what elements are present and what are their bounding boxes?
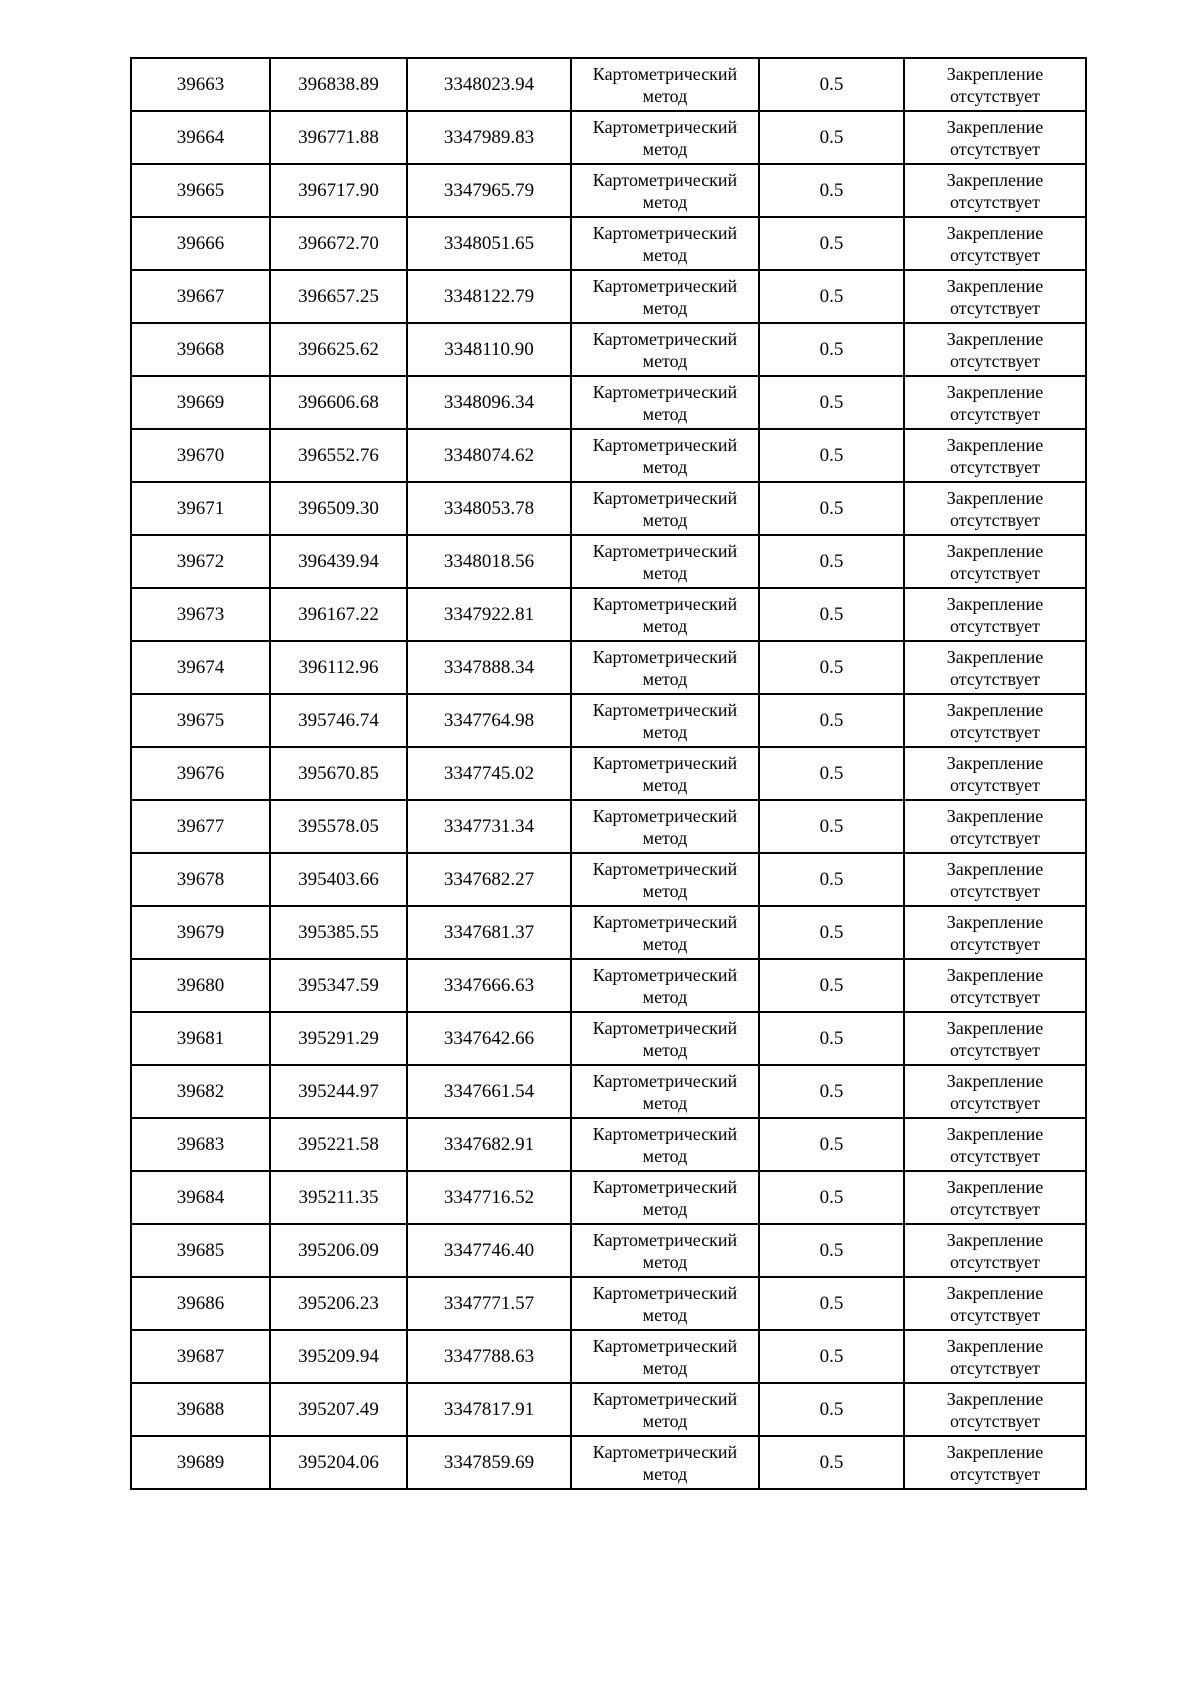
- table-row: [131, 1277, 1086, 1330]
- accuracy-cell: 0.5: [759, 959, 904, 1012]
- method-text-line: метод: [642, 1145, 688, 1166]
- method-text-line: метод: [642, 1251, 688, 1272]
- accuracy-cell: 0.5: [759, 1330, 904, 1383]
- fixation-text-line: отсутствует: [949, 297, 1041, 318]
- method-text-line: метод: [642, 191, 688, 212]
- x-coordinate-cell: 395206.23: [270, 1277, 407, 1330]
- coordinates-table: [130, 57, 1087, 1490]
- accuracy-cell: 0.5: [759, 217, 904, 270]
- method-text-line: Картометрический: [592, 487, 738, 508]
- table-row: [131, 323, 1086, 376]
- point-number-cell: 39663: [131, 58, 270, 111]
- method-text-line: Картометрический: [592, 1229, 738, 1250]
- fixation-text-line: Закрепление: [946, 116, 1044, 137]
- method-text-line: Картометрический: [592, 434, 738, 455]
- x-coordinate-cell: 396717.90: [270, 164, 407, 217]
- method-cell: [571, 1383, 759, 1436]
- fixation-text-line: отсутствует: [949, 615, 1041, 636]
- x-coordinate-cell: 396509.30: [270, 482, 407, 535]
- y-coordinate-cell: 3347859.69: [407, 1436, 571, 1489]
- accuracy-cell: 0.5: [759, 323, 904, 376]
- method-text-line: Картометрический: [592, 1070, 738, 1091]
- y-coordinate-cell: 3347681.37: [407, 906, 571, 959]
- x-coordinate-cell: 395291.29: [270, 1012, 407, 1065]
- fixation-text-line: Закрепление: [946, 275, 1044, 296]
- table-row: [131, 111, 1086, 164]
- method-text-line: метод: [642, 138, 688, 159]
- method-text-line: Картометрический: [592, 911, 738, 932]
- fixation-text-line: Закрепление: [946, 540, 1044, 561]
- y-coordinate-cell: 3348051.65: [407, 217, 571, 270]
- method-cell: [571, 270, 759, 323]
- method-text-line: метод: [642, 1357, 688, 1378]
- y-coordinate-cell: 3347716.52: [407, 1171, 571, 1224]
- y-coordinate-cell: 3348096.34: [407, 376, 571, 429]
- table-row: [131, 1065, 1086, 1118]
- point-number-cell: 39673: [131, 588, 270, 641]
- fixation-cell: [904, 1330, 1086, 1383]
- fixation-text-line: отсутствует: [949, 1304, 1041, 1325]
- fixation-text-line: Закрепление: [946, 1335, 1044, 1356]
- x-coordinate-cell: 395385.55: [270, 906, 407, 959]
- fixation-text-line: отсутствует: [949, 1092, 1041, 1113]
- method-cell: [571, 1330, 759, 1383]
- method-text-line: Картометрический: [592, 1017, 738, 1038]
- x-coordinate-cell: 396552.76: [270, 429, 407, 482]
- fixation-cell: [904, 641, 1086, 694]
- fixation-cell: [904, 1171, 1086, 1224]
- table-row: [131, 694, 1086, 747]
- y-coordinate-cell: 3347682.27: [407, 853, 571, 906]
- point-number-cell: 39669: [131, 376, 270, 429]
- method-text-line: метод: [642, 827, 688, 848]
- point-number-cell: 39681: [131, 1012, 270, 1065]
- table-row: [131, 1171, 1086, 1224]
- fixation-text-line: Закрепление: [946, 222, 1044, 243]
- method-cell: [571, 376, 759, 429]
- fixation-text-line: Закрепление: [946, 699, 1044, 720]
- fixation-text-line: Закрепление: [946, 1176, 1044, 1197]
- fixation-text-line: отсутствует: [949, 1410, 1041, 1431]
- accuracy-cell: 0.5: [759, 694, 904, 747]
- method-text-line: Картометрический: [592, 805, 738, 826]
- x-coordinate-cell: 396625.62: [270, 323, 407, 376]
- fixation-cell: [904, 800, 1086, 853]
- fixation-cell: [904, 58, 1086, 111]
- accuracy-cell: 0.5: [759, 1065, 904, 1118]
- accuracy-cell: 0.5: [759, 853, 904, 906]
- accuracy-cell: 0.5: [759, 270, 904, 323]
- accuracy-cell: 0.5: [759, 58, 904, 111]
- point-number-cell: 39679: [131, 906, 270, 959]
- accuracy-cell: 0.5: [759, 1436, 904, 1489]
- y-coordinate-cell: 3348122.79: [407, 270, 571, 323]
- y-coordinate-cell: 3347965.79: [407, 164, 571, 217]
- fixation-text-line: отсутствует: [949, 1463, 1041, 1484]
- y-coordinate-cell: 3347746.40: [407, 1224, 571, 1277]
- method-text-line: Картометрический: [592, 381, 738, 402]
- fixation-text-line: отсутствует: [949, 933, 1041, 954]
- point-number-cell: 39680: [131, 959, 270, 1012]
- point-number-cell: 39666: [131, 217, 270, 270]
- fixation-cell: [904, 1383, 1086, 1436]
- table-row: [131, 1436, 1086, 1489]
- table-row: [131, 270, 1086, 323]
- fixation-cell: [904, 906, 1086, 959]
- fixation-text-line: отсутствует: [949, 403, 1041, 424]
- point-number-cell: 39689: [131, 1436, 270, 1489]
- method-text-line: метод: [642, 880, 688, 901]
- method-text-line: Картометрический: [592, 63, 738, 84]
- x-coordinate-cell: 395244.97: [270, 1065, 407, 1118]
- y-coordinate-cell: 3347731.34: [407, 800, 571, 853]
- y-coordinate-cell: 3348053.78: [407, 482, 571, 535]
- accuracy-cell: 0.5: [759, 1171, 904, 1224]
- fixation-text-line: Закрепление: [946, 487, 1044, 508]
- fixation-cell: [904, 323, 1086, 376]
- method-text-line: Картометрический: [592, 169, 738, 190]
- method-cell: [571, 323, 759, 376]
- y-coordinate-cell: 3347764.98: [407, 694, 571, 747]
- method-text-line: метод: [642, 1092, 688, 1113]
- x-coordinate-cell: 395211.35: [270, 1171, 407, 1224]
- x-coordinate-cell: 395403.66: [270, 853, 407, 906]
- x-coordinate-cell: 395204.06: [270, 1436, 407, 1489]
- table-row: [131, 58, 1086, 111]
- table-row: [131, 376, 1086, 429]
- fixation-text-line: отсутствует: [949, 191, 1041, 212]
- fixation-text-line: Закрепление: [946, 752, 1044, 773]
- accuracy-cell: 0.5: [759, 164, 904, 217]
- fixation-text-line: отсутствует: [949, 562, 1041, 583]
- y-coordinate-cell: 3347771.57: [407, 1277, 571, 1330]
- fixation-cell: [904, 1436, 1086, 1489]
- method-text-line: метод: [642, 774, 688, 795]
- method-text-line: Картометрический: [592, 964, 738, 985]
- y-coordinate-cell: 3348074.62: [407, 429, 571, 482]
- x-coordinate-cell: 395746.74: [270, 694, 407, 747]
- method-cell: [571, 588, 759, 641]
- method-text-line: метод: [642, 1039, 688, 1060]
- x-coordinate-cell: 395578.05: [270, 800, 407, 853]
- fixation-text-line: Закрепление: [946, 1282, 1044, 1303]
- method-text-line: Картометрический: [592, 593, 738, 614]
- method-cell: [571, 111, 759, 164]
- fixation-cell: [904, 959, 1086, 1012]
- method-cell: [571, 58, 759, 111]
- method-text-line: Картометрический: [592, 328, 738, 349]
- y-coordinate-cell: 3347642.66: [407, 1012, 571, 1065]
- y-coordinate-cell: 3347989.83: [407, 111, 571, 164]
- x-coordinate-cell: 396838.89: [270, 58, 407, 111]
- accuracy-cell: 0.5: [759, 906, 904, 959]
- point-number-cell: 39684: [131, 1171, 270, 1224]
- accuracy-cell: 0.5: [759, 747, 904, 800]
- fixation-cell: [904, 694, 1086, 747]
- fixation-text-line: Закрепление: [946, 1070, 1044, 1091]
- method-text-line: метод: [642, 986, 688, 1007]
- point-number-cell: 39668: [131, 323, 270, 376]
- point-number-cell: 39671: [131, 482, 270, 535]
- fixation-text-line: Закрепление: [946, 1229, 1044, 1250]
- point-number-cell: 39664: [131, 111, 270, 164]
- table-row: [131, 535, 1086, 588]
- method-text-line: метод: [642, 562, 688, 583]
- method-cell: [571, 1012, 759, 1065]
- accuracy-cell: 0.5: [759, 482, 904, 535]
- x-coordinate-cell: 396167.22: [270, 588, 407, 641]
- fixation-text-line: Закрепление: [946, 911, 1044, 932]
- method-text-line: Картометрический: [592, 699, 738, 720]
- method-text-line: метод: [642, 615, 688, 636]
- method-cell: [571, 641, 759, 694]
- fixation-text-line: отсутствует: [949, 1357, 1041, 1378]
- fixation-text-line: отсутствует: [949, 509, 1041, 530]
- table-row: [131, 1012, 1086, 1065]
- accuracy-cell: 0.5: [759, 800, 904, 853]
- fixation-text-line: Закрепление: [946, 328, 1044, 349]
- x-coordinate-cell: 395209.94: [270, 1330, 407, 1383]
- fixation-cell: [904, 1012, 1086, 1065]
- point-number-cell: 39676: [131, 747, 270, 800]
- table-row: [131, 1224, 1086, 1277]
- accuracy-cell: 0.5: [759, 429, 904, 482]
- y-coordinate-cell: 3347745.02: [407, 747, 571, 800]
- method-cell: [571, 217, 759, 270]
- method-text-line: метод: [642, 668, 688, 689]
- method-text-line: метод: [642, 350, 688, 371]
- fixation-text-line: Закрепление: [946, 593, 1044, 614]
- fixation-text-line: отсутствует: [949, 827, 1041, 848]
- x-coordinate-cell: 395206.09: [270, 1224, 407, 1277]
- fixation-cell: [904, 588, 1086, 641]
- method-text-line: метод: [642, 1410, 688, 1431]
- method-text-line: метод: [642, 85, 688, 106]
- fixation-cell: [904, 217, 1086, 270]
- method-cell: [571, 906, 759, 959]
- fixation-cell: [904, 747, 1086, 800]
- y-coordinate-cell: 3347922.81: [407, 588, 571, 641]
- fixation-cell: [904, 111, 1086, 164]
- fixation-text-line: отсутствует: [949, 986, 1041, 1007]
- fixation-text-line: Закрепление: [946, 1388, 1044, 1409]
- method-cell: [571, 959, 759, 1012]
- y-coordinate-cell: 3348023.94: [407, 58, 571, 111]
- fixation-text-line: отсутствует: [949, 1145, 1041, 1166]
- method-text-line: Картометрический: [592, 275, 738, 296]
- point-number-cell: 39678: [131, 853, 270, 906]
- method-cell: [571, 1171, 759, 1224]
- point-number-cell: 39677: [131, 800, 270, 853]
- accuracy-cell: 0.5: [759, 1277, 904, 1330]
- x-coordinate-cell: 395207.49: [270, 1383, 407, 1436]
- point-number-cell: 39682: [131, 1065, 270, 1118]
- point-number-cell: 39674: [131, 641, 270, 694]
- fixation-text-line: отсутствует: [949, 668, 1041, 689]
- method-cell: [571, 1436, 759, 1489]
- y-coordinate-cell: 3347788.63: [407, 1330, 571, 1383]
- point-number-cell: 39688: [131, 1383, 270, 1436]
- x-coordinate-cell: 395221.58: [270, 1118, 407, 1171]
- fixation-cell: [904, 1065, 1086, 1118]
- table-row: [131, 1118, 1086, 1171]
- fixation-text-line: Закрепление: [946, 63, 1044, 84]
- method-text-line: метод: [642, 297, 688, 318]
- point-number-cell: 39665: [131, 164, 270, 217]
- fixation-text-line: Закрепление: [946, 381, 1044, 402]
- point-number-cell: 39675: [131, 694, 270, 747]
- fixation-cell: [904, 164, 1086, 217]
- table-row: [131, 217, 1086, 270]
- fixation-text-line: Закрепление: [946, 169, 1044, 190]
- method-cell: [571, 853, 759, 906]
- method-cell: [571, 747, 759, 800]
- method-text-line: Картометрический: [592, 1441, 738, 1462]
- fixation-text-line: отсутствует: [949, 138, 1041, 159]
- table-row: [131, 1330, 1086, 1383]
- coordinates-table-body: [131, 58, 1086, 1489]
- fixation-text-line: Закрепление: [946, 434, 1044, 455]
- fixation-text-line: отсутствует: [949, 1251, 1041, 1272]
- y-coordinate-cell: 3347817.91: [407, 1383, 571, 1436]
- accuracy-cell: 0.5: [759, 535, 904, 588]
- fixation-text-line: отсутствует: [949, 1198, 1041, 1219]
- fixation-text-line: Закрепление: [946, 964, 1044, 985]
- table-row: [131, 853, 1086, 906]
- x-coordinate-cell: 396771.88: [270, 111, 407, 164]
- method-text-line: Картометрический: [592, 222, 738, 243]
- method-text-line: метод: [642, 456, 688, 477]
- accuracy-cell: 0.5: [759, 1118, 904, 1171]
- method-text-line: Картометрический: [592, 858, 738, 879]
- method-cell: [571, 1224, 759, 1277]
- fixation-cell: [904, 270, 1086, 323]
- y-coordinate-cell: 3347682.91: [407, 1118, 571, 1171]
- accuracy-cell: 0.5: [759, 588, 904, 641]
- method-cell: [571, 694, 759, 747]
- table-row: [131, 641, 1086, 694]
- fixation-cell: [904, 535, 1086, 588]
- accuracy-cell: 0.5: [759, 1383, 904, 1436]
- fixation-cell: [904, 1118, 1086, 1171]
- fixation-cell: [904, 482, 1086, 535]
- x-coordinate-cell: 396606.68: [270, 376, 407, 429]
- x-coordinate-cell: 395670.85: [270, 747, 407, 800]
- table-row: [131, 1383, 1086, 1436]
- method-text-line: Картометрический: [592, 752, 738, 773]
- fixation-text-line: Закрепление: [946, 646, 1044, 667]
- fixation-cell: [904, 1277, 1086, 1330]
- fixation-text-line: отсутствует: [949, 456, 1041, 477]
- x-coordinate-cell: 396657.25: [270, 270, 407, 323]
- point-number-cell: 39683: [131, 1118, 270, 1171]
- method-text-line: Картометрический: [592, 1123, 738, 1144]
- accuracy-cell: 0.5: [759, 1012, 904, 1065]
- fixation-cell: [904, 853, 1086, 906]
- table-row: [131, 906, 1086, 959]
- x-coordinate-cell: 396112.96: [270, 641, 407, 694]
- method-cell: [571, 482, 759, 535]
- method-cell: [571, 800, 759, 853]
- fixation-text-line: отсутствует: [949, 244, 1041, 265]
- y-coordinate-cell: 3348110.90: [407, 323, 571, 376]
- method-text-line: Картометрический: [592, 1282, 738, 1303]
- x-coordinate-cell: 396672.70: [270, 217, 407, 270]
- fixation-text-line: отсутствует: [949, 880, 1041, 901]
- method-text-line: Картометрический: [592, 1176, 738, 1197]
- accuracy-cell: 0.5: [759, 1224, 904, 1277]
- fixation-text-line: отсутствует: [949, 85, 1041, 106]
- method-text-line: метод: [642, 721, 688, 742]
- table-row: [131, 164, 1086, 217]
- method-cell: [571, 164, 759, 217]
- y-coordinate-cell: 3347666.63: [407, 959, 571, 1012]
- method-text-line: метод: [642, 1198, 688, 1219]
- table-row: [131, 959, 1086, 1012]
- table-row: [131, 429, 1086, 482]
- accuracy-cell: 0.5: [759, 641, 904, 694]
- point-number-cell: 39672: [131, 535, 270, 588]
- method-cell: [571, 1065, 759, 1118]
- fixation-text-line: Закрепление: [946, 1123, 1044, 1144]
- method-text-line: Картометрический: [592, 1335, 738, 1356]
- method-cell: [571, 535, 759, 588]
- fixation-text-line: Закрепление: [946, 1441, 1044, 1462]
- point-number-cell: 39667: [131, 270, 270, 323]
- table-row: [131, 588, 1086, 641]
- method-text-line: метод: [642, 1304, 688, 1325]
- accuracy-cell: 0.5: [759, 111, 904, 164]
- accuracy-cell: 0.5: [759, 376, 904, 429]
- method-cell: [571, 1118, 759, 1171]
- table-row: [131, 482, 1086, 535]
- y-coordinate-cell: 3348018.56: [407, 535, 571, 588]
- table-row: [131, 800, 1086, 853]
- method-text-line: метод: [642, 244, 688, 265]
- point-number-cell: 39687: [131, 1330, 270, 1383]
- fixation-text-line: Закрепление: [946, 805, 1044, 826]
- fixation-text-line: отсутствует: [949, 1039, 1041, 1060]
- fixation-text-line: отсутствует: [949, 350, 1041, 371]
- point-number-cell: 39686: [131, 1277, 270, 1330]
- y-coordinate-cell: 3347888.34: [407, 641, 571, 694]
- method-cell: [571, 1277, 759, 1330]
- table-row: [131, 747, 1086, 800]
- point-number-cell: 39685: [131, 1224, 270, 1277]
- method-text-line: метод: [642, 933, 688, 954]
- fixation-text-line: отсутствует: [949, 774, 1041, 795]
- method-text-line: Картометрический: [592, 540, 738, 561]
- method-text-line: метод: [642, 509, 688, 530]
- method-cell: [571, 429, 759, 482]
- method-text-line: метод: [642, 1463, 688, 1484]
- y-coordinate-cell: 3347661.54: [407, 1065, 571, 1118]
- fixation-cell: [904, 1224, 1086, 1277]
- fixation-cell: [904, 376, 1086, 429]
- method-text-line: метод: [642, 403, 688, 424]
- method-text-line: Картометрический: [592, 1388, 738, 1409]
- method-text-line: Картометрический: [592, 116, 738, 137]
- fixation-cell: [904, 429, 1086, 482]
- fixation-text-line: отсутствует: [949, 721, 1041, 742]
- fixation-text-line: Закрепление: [946, 858, 1044, 879]
- fixation-text-line: Закрепление: [946, 1017, 1044, 1038]
- method-text-line: Картометрический: [592, 646, 738, 667]
- point-number-cell: 39670: [131, 429, 270, 482]
- x-coordinate-cell: 396439.94: [270, 535, 407, 588]
- x-coordinate-cell: 395347.59: [270, 959, 407, 1012]
